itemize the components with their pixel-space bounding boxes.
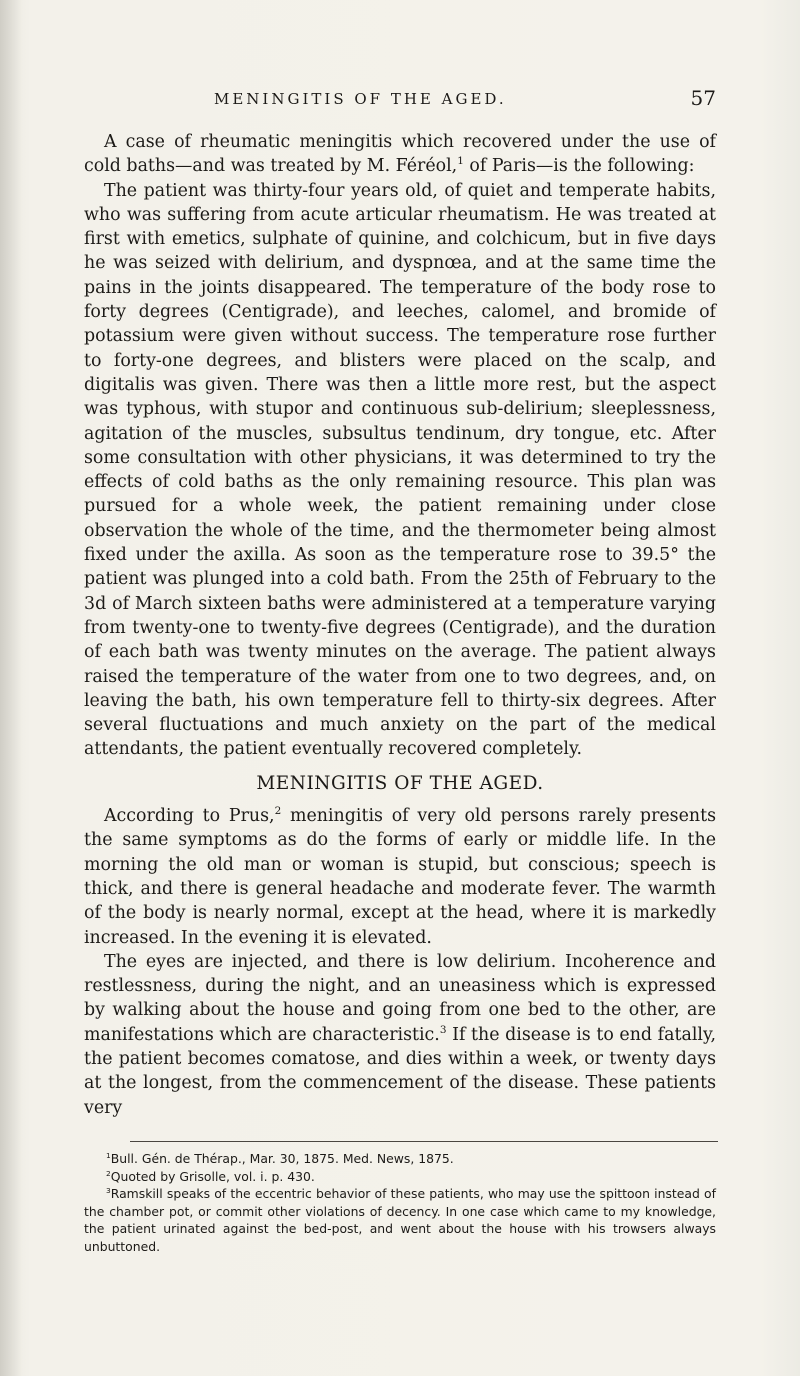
case-details-paragraph: The patient was thirty-four years old, of quiet and temperate habits, who was suffering from acute articular rheumatism. He was treated at first with emetics, sulphate of quinine, and colchicum, but in five days he was seized with delirium, and dyspnœa, and at the same time the pains in the joints disappeared. The temperature of the body rose to forty degrees (Centigrade), and leeches, calomel, and bromide of potassium were given without success. The temperature rose further to forty-one degrees, and blisters were placed on the scalp, and digitalis was given. There was then a little more rest, but the aspect was typhous, with stupor and continuous sub-delirium; sleeplessness, agitation of the muscles, subsultus tendinum, dry tongue, etc. After some consultation with other physicians, it was determined to try the effects of cold baths as the only remaining resource. This plan was pursued for a whole week, the patient remaining under close observation the whole of the time, and the thermometer being almost fixed under the axilla. As soon as the temperature rose to 39.5° the patient was plunged into a cold bath. From the 25th of February to the 3d of March sixteen baths were administered at a temperature varying from twenty-one to twenty-five degrees (Centigrade), and the duration of each bath was twenty minutes on the average. The patient always raised the temperature of the water from one to two degrees, and, on leaving the bath, his own temperature fell to thirty-six degrees. After several fluctuations and much anxiety on the part of the medical attendants, the patient eventually recovered completely. [84,180,716,760]
footnote-ref-2: 2 [274,805,282,818]
running-head: MENINGITIS OF THE AGED. [214,90,507,108]
section-title: MENINGITIS OF THE AGED. [256,772,544,794]
footnote-ref-1: 1 [457,155,464,168]
footnote-divider [130,1141,718,1142]
gutter-shadow [0,0,22,1376]
page-number: 57 [690,86,716,110]
footnotes [84,1150,716,1256]
footnote-3: $^3$Ramskill speaks of the eccentric behavior of these patients, who may use the spittoon instead of the chamber pot, or commit other violations of decency. In one case which came to my knowledge, the patient urinated against the bed-post, and went about the house with his trowsers always unbuttoned. [84,1186,716,1254]
case-intro-paragraph: A case of rheumatic meningitis which recovered under the use of cold baths—and was treated by M. Féréol,$^1$ of Paris—is the following: [84,132,716,177]
section-paragraph-1: According to Prus,$^2$ meningitis of very old persons rarely presents the same symptoms as do the forms of early or middle life. In the morning the old man or woman is stupid, but conscious; speech is thick, and there is general headache and moderate fever. The warmth of the body is nearly normal, except at the head, where it is markedly increased. In the evening it is elevated. [84,805,716,948]
footnote-ref-3: 3 [439,1023,447,1036]
page-header [84,86,716,116]
footnote-2: $^2$Quoted by Grisolle, vol. i. p. 430. [106,1168,315,1184]
section-paragraph-2: The eyes are injected, and there is low delirium. Incoherence and restlessness, during the night, and an uneasiness which is expressed by walking about the house and going from one bed to the other, are manifestations which are characteristic.$^3$ If the disease is to end fatally, the patient becomes comatose, and dies within a week, or twenty days at the longest, from the commencement of the disease. These patients very [84,951,716,1118]
body-text [84,130,716,1120]
footnote-1: $^1$Bull. Gén. de Thérap., Mar. 30, 1875. Med. News, 1875. [106,1150,454,1166]
